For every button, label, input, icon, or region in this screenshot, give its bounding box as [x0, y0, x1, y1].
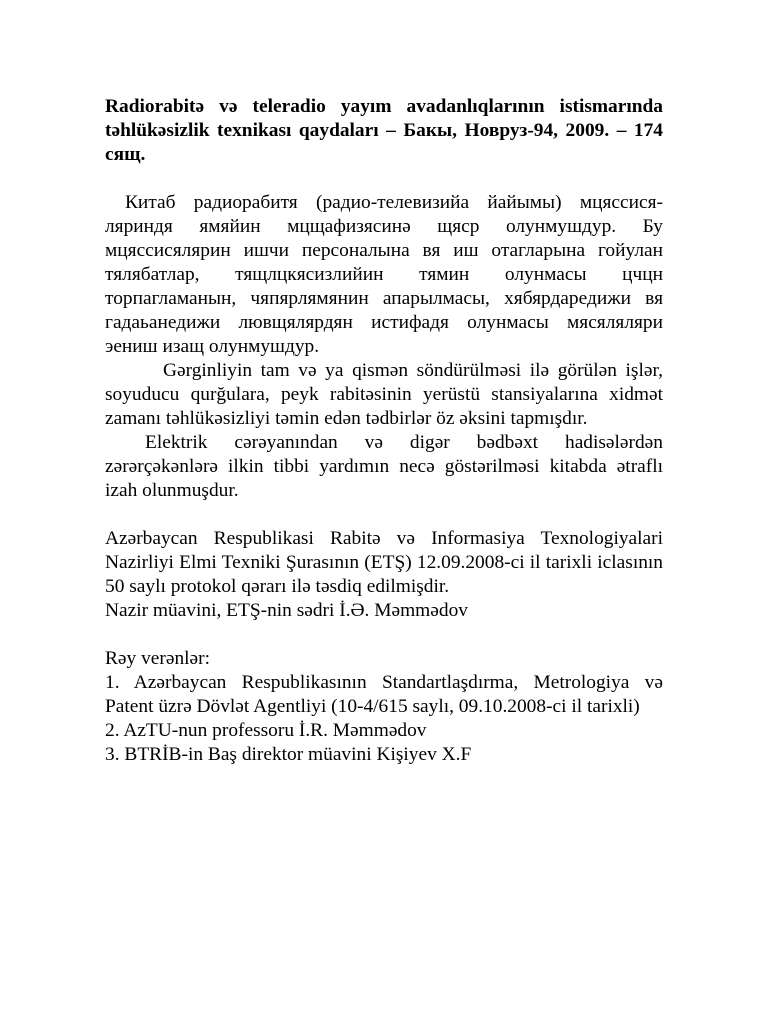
paragraph-description: Китаб радиорабитя (радио-телевизийа йайымы) мцяссися-ляриндя ямяйин мцщафизясинə щяср олунмушдур. Бу мцяссисялярин ишчи персоналына вя иш отагларына гойулан тялябатлар, тящлцкясизлийин тямин олунмасы цчцн торпагламанын, чяпярлямянин апарылмасы, хябярдаредижи вя гадаьанедижи лювщялярдян истифадя олунмасы мясяляляри эениш изащ олунмушдур. — [105, 192, 663, 357]
reviewers-heading: Rəy verənlər: — [105, 648, 210, 669]
reviewer-item: 3. BTRİB-in Baş direktor müavini Kişiyev X.F — [105, 744, 472, 765]
paragraph-first-aid: Elektrik cərəyanından və digər bədbəxt hadisələrdən zərərçəkənlərə ilkin tibbi yardımın necə göstərilməsi kitabda ətraflı izah olunmuşdur. — [105, 432, 663, 501]
book-title: Radiorabitə və teleradio yayım avadanlıqlarının istismarında təhlükəsizlik texnikası qaydaları – Бакы, Новруз-94, 2009. – 174 сящ. — [105, 96, 663, 165]
spacer — [105, 167, 663, 191]
spacer — [105, 623, 663, 647]
spacer — [105, 503, 663, 527]
paragraph-voltage-work: Gərginliyin tam və ya qismən söndürülməsi ilə görülən işlər, soyuducu qurğulara, peyk rabitəsinin yerüstü stansiyalarına xidmət zamanı təhlükəsizliyi təmin edən tədbirlər öz əksini tapmışdır. — [105, 360, 663, 429]
approval-text: Azərbaycan Respublikasi Rabitə və Informasiya Texnologiyalari Nazirliyi Elmi Texniki Şurasının (ETŞ) 12.09.2008-ci il tarixli iclasının 50 saylı protokol qərarı ilə təsdiq edilmişdir. — [105, 528, 663, 597]
document-page — [105, 95, 663, 767]
approval-signature: Nazir müavini, ETŞ-nin sədri İ.Ə. Məmmədov — [105, 600, 468, 621]
reviewer-item: 1. Azərbaycan Respublikasının Standartlaşdırma, Metrologiya və Patent üzrə Dövlət Agentliyi (10-4/615 saylı, 09.10.2008-ci il tarixli) — [105, 672, 663, 717]
reviewer-item: 2. AzTU-nun professoru İ.R. Məmmədov — [105, 720, 427, 741]
